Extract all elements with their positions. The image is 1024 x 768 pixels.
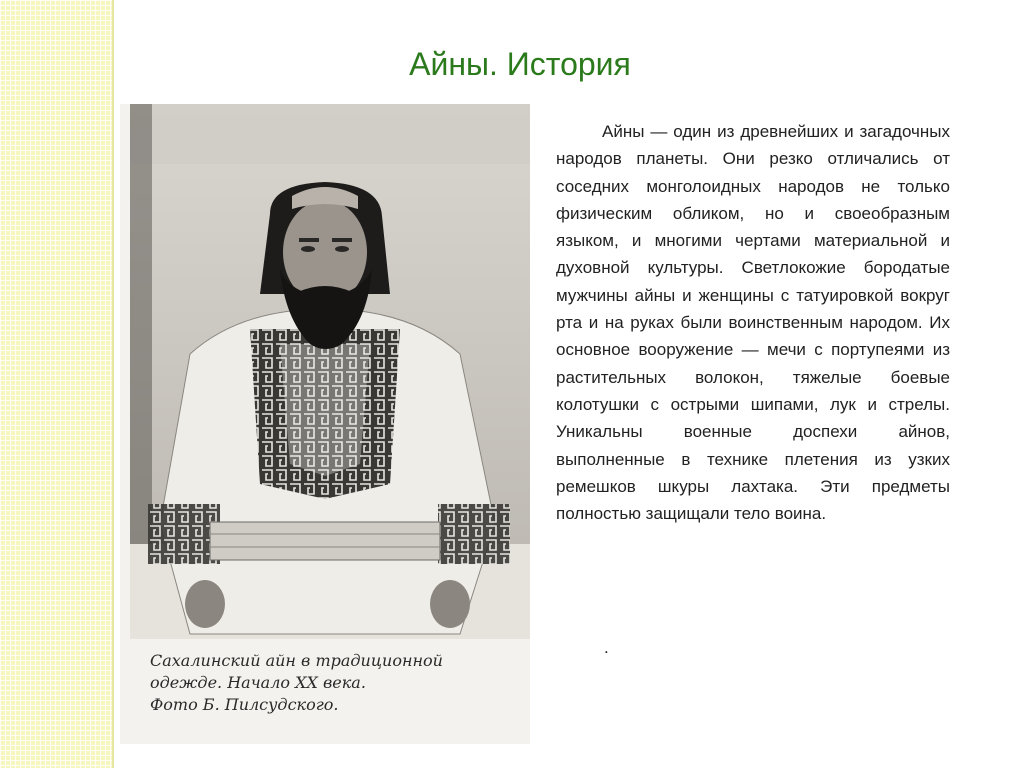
photo-caption — [150, 650, 510, 716]
historical-photo — [120, 104, 530, 744]
caption-line: одежде. Начало XX века. — [150, 673, 366, 692]
portrait-illustration — [120, 104, 530, 644]
slide-title: Айны. История — [409, 46, 631, 82]
caption-line: Сахалинский айн в традиционной — [150, 651, 443, 670]
decorative-side-strip — [0, 0, 112, 768]
history-paragraph: Айны — один из древнейших и загадочных народов планеты. Они резко отличались от соседних монголоидных народов не только физическим обликом, но и своеобразным языком, и многими чертами материальной и духовной культуры. Светлокожие бородатые мужчины айны и женщины с татуировкой вокруг рта и на руках были воинственным народом. Их основное вооружение — мечи с портупеями из растительных волокон, тяжелые боевые колотушки с острыми шипами, лук и стрелы. Уникальны военные доспехи айнов, выполненные в технике плетения из узких ремешков шкуры лахтака. Эти предметы полностью защищали тело воина. — [556, 122, 950, 524]
side-strip-edge — [112, 0, 114, 768]
trailing-dot: . — [604, 638, 609, 657]
caption-line: Фото Б. Пилсудского. — [150, 695, 339, 714]
